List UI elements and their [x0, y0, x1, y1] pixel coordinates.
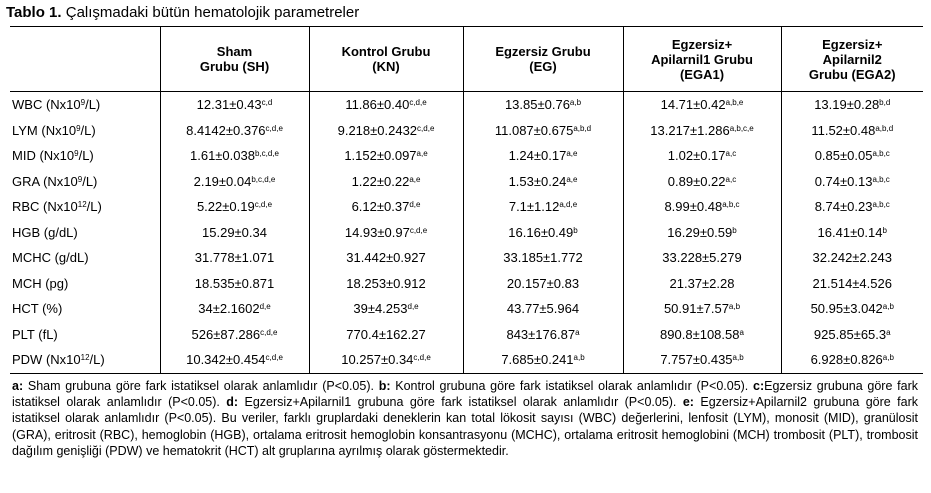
cell-value: 16.29±0.59 [667, 224, 733, 240]
column-header-line: (KN) [372, 59, 400, 74]
significance-letters: c,d,e [254, 200, 273, 210]
column-header-line: (EGA1) [679, 66, 725, 82]
data-cell [781, 271, 923, 297]
cell-value: 1.02±0.17 [667, 148, 726, 164]
significance-letters: a,b,c [872, 174, 890, 184]
cell-value: 843±176.87 [506, 326, 576, 342]
parameter-name [10, 347, 160, 373]
data-cell [463, 296, 623, 322]
cell-value: 8.74±0.23 [814, 199, 873, 215]
column-header-line: Egzersiz+ [671, 36, 733, 52]
cell-value: 18.535±0.871 [194, 275, 275, 291]
data-cell [623, 143, 781, 169]
significance-letters: a,c [725, 149, 737, 159]
cell-value: 8.4142±0.376 [186, 122, 266, 138]
hematology-table [10, 26, 923, 374]
footnote-c-key: c: [753, 379, 765, 393]
footnote-d-text: Egzersiz+Apilarnil1 grubuna göre fark istatiksel olarak anlamlıdır (P<0.05). [238, 395, 683, 410]
cell-value: 1.24±0.17 [508, 148, 567, 164]
cell-value: 10.257±0.34 [341, 352, 414, 368]
data-cell [160, 194, 309, 220]
data-cell [781, 322, 923, 348]
cell-value: 13.217±1.286 [650, 122, 730, 138]
cell-value: 7.1±1.12 [508, 199, 560, 215]
cell-value: 12.31±0.43 [196, 97, 262, 113]
parameter-exponent: 9 [80, 98, 86, 108]
significance-letters: a,b,e [725, 98, 744, 108]
data-cell [623, 271, 781, 297]
data-cell [309, 169, 463, 195]
data-cell [463, 92, 623, 118]
significance-letters: a,b [569, 98, 582, 108]
cell-value: 32.242±2.243 [812, 250, 892, 266]
footnote-a-text: Sham grubuna göre fark istatiksel olarak anlamlıdır (P<0.05). [23, 379, 379, 393]
data-cell [160, 92, 309, 118]
footnote-e-text: Egzersiz+Apilarnil2 grubuna göre fark istatiksel olarak anlamlıdır (P<0.05). Bu veriler, farklı gruplardaki deneklerin kan total lökosit sayısı (WBC) değerlerini, lenfosit (LYM), monosit (MID), granülosit (GRA), eritrosit (RBC), hemoglobin (HGB), ortalama eritrosit hemoglobin konsantrasyonu (MCHC), ortalama eritrosit hemoglobini (MCH) trombosit (PLT), trombosit dağılım genişliği (PDW) ve hematokrit (HCT) alt gruplarına ayrılmış olarak göstermektedir. [12, 395, 918, 458]
parameter-label: HGB (g/dL) [12, 224, 78, 240]
cell-value: 7.757±0.435 [660, 352, 733, 368]
data-cell [623, 322, 781, 348]
cell-value: 14.71±0.42 [660, 97, 726, 113]
cell-value: 11.52±0.48 [811, 122, 876, 138]
footnote-a-key: a: [12, 379, 24, 393]
footnote-e-key: e: [682, 395, 694, 410]
cell-value: 31.442±0.927 [346, 250, 426, 266]
cell-value: 0.74±0.13 [814, 173, 873, 189]
footnote-c-text: Egzersiz grubuna göre fark istatiksel olarak anlamlıdır (P<0.05). [12, 379, 918, 410]
parameter-unit-tail: /L) [85, 97, 101, 113]
cell-value: 770.4±162.27 [346, 326, 426, 342]
significance-letters: a,b [573, 353, 585, 363]
significance-letters: c,d,e [265, 353, 283, 363]
table-row [10, 245, 923, 271]
significance-letters: a [575, 327, 580, 337]
data-cell [781, 169, 923, 195]
column-header-line: Apilarnil2 [822, 51, 882, 67]
column-header-line: Grubu (EGA2) [808, 66, 896, 82]
table-row [10, 143, 923, 169]
cell-value: 1.53±0.24 [508, 173, 567, 189]
cell-value: 18.253±0.912 [346, 275, 426, 291]
column-header-line: Kontrol Grubu [341, 44, 431, 59]
parameter-name [10, 118, 160, 144]
significance-letters: a,b,d [573, 123, 592, 133]
data-cell [463, 143, 623, 169]
significance-letters: c,d,e [413, 353, 431, 363]
data-cell [160, 169, 309, 195]
cell-value: 1.152±0.097 [344, 148, 417, 164]
significance-letters: a,b,c [872, 200, 890, 210]
parameter-unit-tail: /L) [86, 199, 102, 215]
significance-letters: d,e [259, 302, 271, 312]
cell-value: 33.185±1.772 [503, 250, 583, 266]
cell-value: 11.087±0.675 [494, 122, 574, 138]
parameter-name [10, 245, 160, 271]
significance-letters: d,e [409, 200, 421, 210]
cell-value: 31.778±1.071 [194, 250, 275, 266]
cell-value: 50.91±7.57 [663, 301, 729, 317]
table-body [10, 92, 923, 374]
data-cell [160, 220, 309, 246]
data-cell [309, 322, 463, 348]
header-row [10, 27, 923, 92]
significance-letters: a,b,c,e [729, 123, 754, 133]
parameter-label: WBC (Nx10 [12, 97, 81, 113]
data-cell [781, 92, 923, 118]
table-row [10, 118, 923, 144]
column-header-line: Egzersiz+ [822, 36, 883, 52]
data-cell [309, 92, 463, 118]
data-cell [309, 347, 463, 373]
table-row [10, 169, 923, 195]
parameter-unit-tail: /L) [89, 352, 105, 368]
data-cell [781, 143, 923, 169]
table-row [10, 347, 923, 373]
data-cell [781, 245, 923, 271]
parameter-exponent: 9 [74, 149, 79, 159]
data-cell [309, 143, 463, 169]
parameter-name [10, 143, 160, 169]
cell-value: 7.685±0.241 [501, 352, 574, 368]
cell-value: 34±2.1602 [198, 301, 260, 317]
parameter-name [10, 92, 160, 118]
cell-value: 21.37±2.28 [669, 275, 735, 291]
parameter-label: PLT (fL) [12, 326, 58, 342]
table-row [10, 322, 923, 348]
cell-value: 13.85±0.76 [504, 97, 570, 113]
cell-value: 39±4.253 [353, 301, 408, 317]
table-row [10, 271, 923, 297]
parameter-exponent: 9 [77, 174, 83, 184]
parameter-label: MID (Nx10 [12, 148, 75, 164]
column-header-line: Apilarnil1 Grubu [651, 51, 753, 67]
data-cell [309, 271, 463, 297]
table-number: Tablo 1. [6, 4, 62, 21]
cell-value: 50.95±3.042 [810, 301, 883, 317]
cell-value: 8.99±0.48 [664, 199, 723, 215]
data-cell [781, 118, 923, 144]
data-cell [463, 169, 623, 195]
significance-letters: a,b,c [872, 149, 890, 159]
parameter-exponent: 9 [76, 123, 81, 133]
cell-value: 15.29±0.34 [202, 224, 267, 240]
significance-letters: a,b [728, 302, 741, 312]
data-cell [309, 220, 463, 246]
significance-letters: c,d,e [260, 327, 278, 337]
parameter-name [10, 194, 160, 220]
significance-letters: a [886, 327, 891, 337]
cell-value: 1.61±0.038 [190, 148, 255, 164]
cell-value: 0.85±0.05 [814, 148, 873, 164]
cell-value: 1.22±0.22 [351, 173, 410, 189]
parameter-unit-tail: /L) [82, 173, 98, 189]
parameter-exponent: 12 [77, 200, 87, 210]
significance-letters: c,d [261, 98, 273, 108]
data-cell [160, 143, 309, 169]
significance-letters: b [573, 225, 578, 235]
significance-letters: a,b,c [722, 200, 740, 210]
parameter-unit-tail: /L) [80, 122, 96, 138]
significance-letters: a,b [882, 302, 894, 312]
parameter-label: LYM (Nx10 [12, 122, 77, 138]
data-cell [160, 296, 309, 322]
parameter-name [10, 322, 160, 348]
significance-letters: a,e [409, 174, 421, 184]
significance-letters: a,e [566, 174, 578, 184]
cell-value: 6.12±0.37 [351, 199, 410, 215]
parameter-exponent: 12 [80, 353, 90, 363]
significance-letters: a,e [566, 149, 578, 159]
column-header [160, 27, 309, 92]
significance-letters: a,d,e [559, 200, 578, 210]
cell-value: 9.218±0.2432 [337, 122, 418, 138]
cell-value: 43.77±5.964 [506, 301, 580, 317]
significance-letters: b,c,d,e [254, 149, 279, 159]
parameter-name [10, 220, 160, 246]
cell-value: 925.85±65.3 [813, 326, 887, 342]
significance-letters: b [882, 225, 887, 235]
data-cell [623, 220, 781, 246]
data-cell [309, 296, 463, 322]
footnote-b-text: Kontrol grubuna göre fark istatiksel olarak anlamlıdır (P<0.05). [390, 379, 754, 393]
column-header-line: Grubu (SH) [199, 59, 270, 74]
table-title [6, 4, 359, 21]
cell-value: 526±87.286 [191, 326, 261, 342]
significance-letters: b,c,d,e [251, 174, 276, 184]
significance-letters: b [732, 225, 737, 235]
significance-letters: d,e [407, 302, 419, 312]
parameter-name [10, 169, 160, 195]
table-row [10, 296, 923, 322]
significance-letters: c,d,e [265, 123, 283, 133]
parameter-label: MCH (pg) [12, 275, 69, 291]
data-cell [623, 169, 781, 195]
significance-letters: c,d,e [409, 225, 428, 235]
significance-letters: a,e [416, 149, 428, 159]
data-cell [463, 245, 623, 271]
significance-letters: c,d,e [417, 123, 435, 133]
data-cell [463, 271, 623, 297]
header-empty [10, 27, 160, 92]
column-header [623, 27, 781, 92]
cell-value: 33.228±5.279 [662, 250, 742, 266]
cell-value: 5.22±0.19 [196, 199, 255, 215]
table-row [10, 194, 923, 220]
data-cell [160, 347, 309, 373]
significance-letters: b,d [879, 98, 891, 108]
data-cell [160, 245, 309, 271]
cell-value: 16.16±0.49 [508, 224, 574, 240]
column-header [781, 27, 923, 92]
significance-letters: a [739, 327, 744, 337]
data-cell [781, 296, 923, 322]
significance-letters: a,b [732, 353, 744, 363]
data-cell [309, 194, 463, 220]
parameter-label: PDW (Nx10 [12, 352, 81, 368]
data-cell [623, 194, 781, 220]
column-header-line: Egzersiz Grubu [495, 44, 591, 59]
cell-value: 20.157±0.83 [506, 275, 580, 291]
data-cell [463, 220, 623, 246]
column-header [463, 27, 623, 92]
cell-value: 21.514±4.526 [812, 275, 892, 291]
data-cell [309, 118, 463, 144]
cell-value: 16.41±0.14 [817, 224, 883, 240]
parameter-label: MCHC (g/dL) [12, 250, 89, 266]
data-cell [781, 347, 923, 373]
cell-value: 11.86±0.40 [345, 97, 410, 113]
parameter-label: HCT (%) [12, 301, 63, 317]
column-header-line: (EG) [529, 59, 557, 74]
parameter-label: RBC (Nx10 [12, 199, 78, 215]
data-cell [463, 194, 623, 220]
data-cell [781, 194, 923, 220]
table-caption: Çalışmadaki bütün hematolojik parametreler [65, 4, 360, 21]
footnote [12, 378, 918, 459]
column-header-line: Sham [216, 44, 253, 59]
footnote-b-key: b: [378, 379, 391, 393]
cell-value: 14.93±0.97 [344, 224, 410, 240]
data-cell [623, 245, 781, 271]
data-cell [623, 347, 781, 373]
parameter-name [10, 271, 160, 297]
significance-letters: a,b,d [875, 123, 894, 133]
data-cell [160, 322, 309, 348]
cell-value: 13.19±0.28 [814, 97, 880, 113]
data-cell [309, 245, 463, 271]
cell-value: 10.342±0.454 [186, 352, 266, 368]
data-cell [463, 322, 623, 348]
parameter-label: GRA (Nx10 [12, 173, 78, 189]
data-cell [623, 92, 781, 118]
data-cell [463, 118, 623, 144]
parameter-unit-tail: /L) [78, 148, 94, 164]
data-cell [781, 220, 923, 246]
significance-letters: a,c [725, 174, 737, 184]
significance-letters: a,b [882, 353, 894, 363]
cell-value: 2.19±0.04 [193, 173, 252, 189]
footnote-d-key: d: [226, 395, 239, 410]
data-cell [623, 118, 781, 144]
data-cell [160, 271, 309, 297]
parameter-name [10, 296, 160, 322]
data-cell [463, 347, 623, 373]
table-row [10, 92, 923, 118]
data-cell [160, 118, 309, 144]
column-header [309, 27, 463, 92]
data-cell [623, 296, 781, 322]
cell-value: 890.8±108.58 [660, 326, 740, 342]
significance-letters: c,d,e [409, 98, 427, 108]
table-row [10, 220, 923, 246]
cell-value: 0.89±0.22 [667, 173, 726, 189]
cell-value: 6.928±0.826 [810, 352, 883, 368]
